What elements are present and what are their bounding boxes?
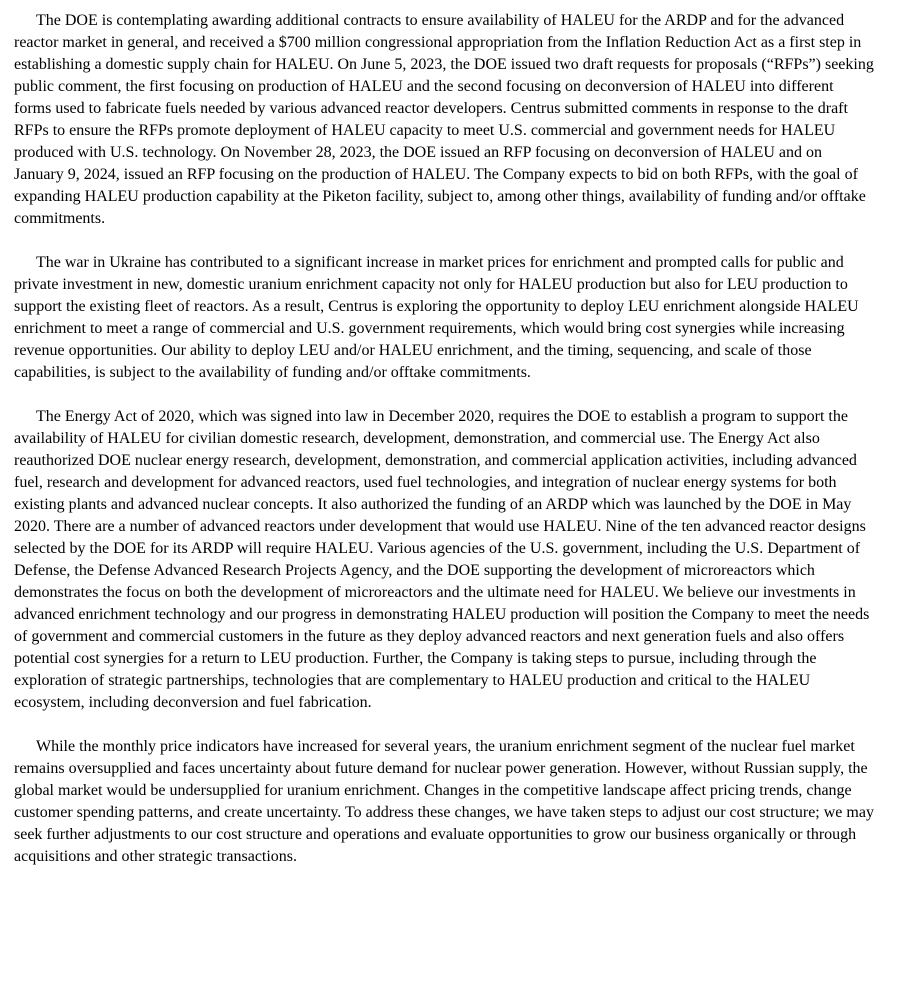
paragraph-energy-act: The Energy Act of 2020, which was signed into law in December 2020, requires the DOE to establish a program to support the availability of HALEU for civilian domestic research, development, demonstration, and commercial use. The Energy Act also reauthorized DOE nuclear energy research, development, demonstration, and commercial application activities, including advanced fuel, research and development for advanced reactors, used fuel technologies, and integration of nuclear energy systems for both existing plants and advanced nuclear concepts. It also authorized the funding of an ARDP which was launched by the DOE in May 2020. There are a number of advanced reactors under development that would use HALEU. Nine of the ten advanced reactor designs selected by the DOE for its ARDP will require HALEU. Various agencies of the U.S. government, including the U.S. Department of Defense, the Defense Advanced Research Projects Agency, and the DOE supporting the development of microreactors which demonstrates the focus on both the development of microreactors and the ultimate need for HALEU. We believe our investments in advanced enrichment technology and our progress in demonstrating HALEU production will position the Company to meet the needs of government and commercial customers in the future as they deploy advanced reactors and next generation fuels and also offers potential cost synergies for a return to LEU production. Further, the Company is taking steps to pursue, including through the exploration of strategic partnerships, technologies that are complementary to HALEU production and critical to the HALEU ecosystem, including deconversion and fuel fabrication.	[14, 408, 870, 711]
paragraph-market-outlook: While the monthly price indicators have increased for several years, the uranium enrichment segment of the nuclear fuel market remains oversupplied and faces uncertainty about future demand for nuclear power generation. However, without Russian supply, the global market would be undersupplied for uranium enrichment. Changes in the competitive landscape affect pricing trends, change customer spending patterns, and create uncertainty. To address these changes, we have taken steps to adjust our cost structure; we may seek further adjustments to our cost structure and operations and evaluate opportunities to grow our business organically or through acquisitions and other strategic transactions.	[14, 738, 874, 865]
paragraph-haleu-contracts: The DOE is contemplating awarding additional contracts to ensure availability of HALEU for the ARDP and for the advanced reactor market in general, and received a $700 million congressional appropriation from the Inflation Reduction Act as a first step in establishing a domestic supply chain for HALEU. On June 5, 2023, the DOE issued two draft requests for proposals (“RFPs”) seeking public comment, the first focusing on production of HALEU and the second focusing on deconversion of HALEU into different forms used to fabricate fuels needed by various advanced reactor developers. Centrus submitted comments in response to the draft RFPs to ensure the RFPs promote deployment of HALEU capacity to meet U.S. commercial and government needs for HALEU produced with U.S. technology. On November 28, 2023, the DOE issued an RFP focusing on deconversion of HALEU and on January 9, 2024, issued an RFP focusing on the production of HALEU. The Company expects to bid on both RFPs, with the goal of expanding HALEU production capability at the Piketon facility, subject to, among other things, availability of funding and/or offtake commitments.	[14, 12, 874, 227]
paragraph-ukraine-war: The war in Ukraine has contributed to a significant increase in market prices for enrichment and prompted calls for public and private investment in new, domestic uranium enrichment capacity not only for HALEU production but also for LEU production to support the existing fleet of reactors. As a result, Centrus is exploring the opportunity to deploy LEU enrichment alongside HALEU enrichment to meet a range of commercial and U.S. government requirements, which would bring cost synergies while increasing revenue opportunities. Our ability to deploy LEU and/or HALEU enrichment, and the timing, sequencing, and scale of those capabilities, is subject to the availability of funding and/or offtake commitments.	[14, 254, 859, 381]
document-page	[14, 10, 874, 868]
